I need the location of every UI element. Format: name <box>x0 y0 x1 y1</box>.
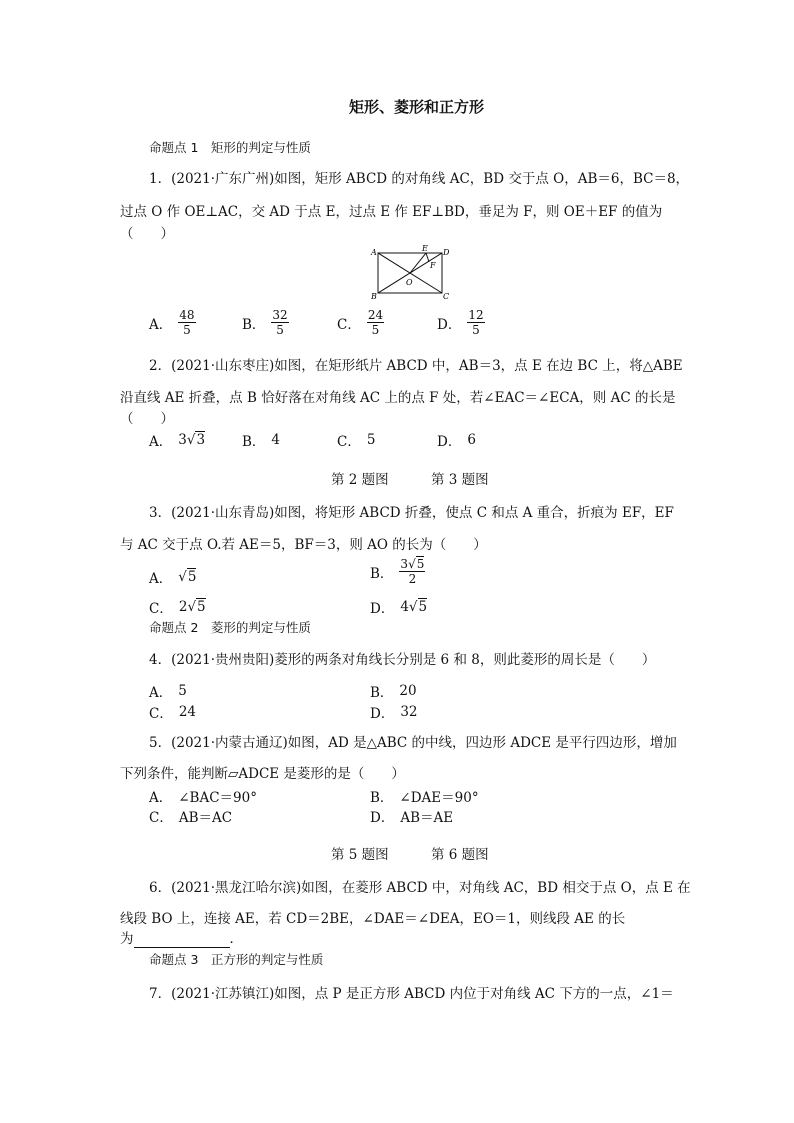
q3-option-b-fraction: $\frac{3√5}{2}$ <box>400 557 425 586</box>
q7-line1: 7．(2021·江苏镇江)如图，点 P 是正方形 ABCD 内位于对角线 AC 下方的一点，∠1＝ <box>149 986 674 1002</box>
q3-option-b[interactable]: B． $\frac{3√5}{2}$ <box>370 557 425 586</box>
q3-option-d[interactable]: D． 4√5 <box>370 599 428 617</box>
q2-line1: 2．(2021·山东枣庄)如图，在矩形纸片 ABCD 中，AB＝3，点 E 在边 BC 上，将△ABE <box>149 358 683 374</box>
figure-caption-q2: 第 2 题图 <box>331 472 389 488</box>
figure-caption-q5: 第 5 题图 <box>331 847 389 863</box>
q1-option-c[interactable]: C． $\frac{24}{5}$ <box>337 308 384 337</box>
q3-line1: 3．(2021·山东青岛)如图，将矩形 ABCD 折叠，使点 C 和点 A 重合，折痕为 EF，EF <box>149 505 674 521</box>
q1-label-o: O <box>406 278 413 287</box>
q1-line1: 1．(2021·广东广州)如图，矩形 ABCD 的对角线 AC，BD 交于点 O，AB＝6，BC＝8， <box>149 171 690 187</box>
q4-option-d[interactable]: D． 32 <box>370 704 418 722</box>
q4-option-a[interactable]: A． 5 <box>149 683 187 701</box>
q3-option-c[interactable]: C． 2√5 <box>149 599 206 617</box>
q1-label-c: C <box>443 292 450 301</box>
q1-label-a: A <box>371 248 377 257</box>
q1-label-d: D <box>443 248 450 257</box>
q2-option-a[interactable]: A． 3√3 <box>149 432 206 450</box>
q1-option-a[interactable]: A． $\frac{48}{5}$ <box>149 308 195 337</box>
section-heading-2: 命题点 2 菱形的判定与性质 <box>149 620 311 635</box>
q1-option-d[interactable]: D． $\frac{12}{5}$ <box>437 308 484 337</box>
figure-caption-q3: 第 3 题图 <box>431 472 489 488</box>
q1-figure <box>368 243 452 301</box>
q2-option-b[interactable]: B． 4 <box>242 432 281 450</box>
q5-option-d[interactable]: D． AB＝AE <box>370 810 454 826</box>
q1-option-b[interactable]: B． $\frac{32}{5}$ <box>242 308 288 337</box>
q1-line2: 过点 O 作 OE⊥AC，交 AD 于点 E，过点 E 作 EF⊥BD，垂足为 F，则 OE＋EF 的值为 <box>120 204 663 220</box>
q2-option-c[interactable]: C． 5 <box>337 432 376 450</box>
q2-option-d[interactable]: D． 6 <box>437 432 476 450</box>
q5-option-a[interactable]: A． ∠BAC＝90° <box>149 790 257 806</box>
q1-option-c-fraction: $\frac{24}{5}$ <box>367 308 384 337</box>
q6-line3: 为 ． <box>120 931 243 947</box>
q3-option-a[interactable]: A． √5 <box>149 569 197 587</box>
q6-line1: 6．(2021·黑龙江哈尔滨)如图，在菱形 ABCD 中，对角线 AC，BD 相交于点 O，点 E 在 <box>149 880 691 896</box>
q5-option-b[interactable]: B． ∠DAE＝90° <box>370 790 479 806</box>
q1-option-b-fraction: $\frac{32}{5}$ <box>272 308 288 337</box>
q5-line1: 5．(2021·内蒙古通辽)如图，AD 是△ABC 的中线，四边形 ADCE 是平行四边形，增加 <box>149 735 677 751</box>
q1-label-f: F <box>430 261 436 270</box>
q1-option-d-fraction: $\frac{12}{5}$ <box>468 308 484 337</box>
q2-line3: （ ） <box>120 411 174 427</box>
q1-line3: （ ） <box>120 226 174 242</box>
q3-line2: 与 AC 交于点 O.若 AE＝5，BF＝3，则 AO 的长为（ ） <box>120 537 487 553</box>
figure-caption-q6: 第 6 题图 <box>431 847 489 863</box>
q5-line2: 下列条件，能判断▱ADCE 是菱形的是（ ） <box>120 766 405 782</box>
q1-option-a-fraction: $\frac{48}{5}$ <box>179 308 195 337</box>
q2-line2: 沿直线 AE 折叠，点 B 恰好落在对角线 AC 上的点 F 处，若∠EAC＝∠ECA，则 AC 的长是 <box>120 390 676 406</box>
q1-label-e: E <box>422 244 428 253</box>
q4-option-b[interactable]: B． 20 <box>370 683 417 701</box>
q4-option-c[interactable]: C． 24 <box>149 704 197 722</box>
section-heading-1: 命题点 1 矩形的判定与性质 <box>149 140 311 155</box>
q4-line1: 4．(2021·贵州贵阳)菱形的两条对角线长分别是 6 和 8，则此菱形的周长是（ ） <box>149 652 656 668</box>
section-heading-3: 命题点 3 正方形的判定与性质 <box>149 952 324 967</box>
q6-line2: 线段 BO 上，连接 AE，若 CD＝2BE，∠DAE＝∠DEA，EO＝1，则线段 AE 的长 <box>120 911 626 927</box>
page-title: 矩形、菱形和正方形 <box>349 98 485 116</box>
q1-label-b: B <box>371 292 377 301</box>
q6-answer-blank[interactable] <box>134 933 230 948</box>
q5-option-c[interactable]: C． AB＝AC <box>149 810 233 826</box>
